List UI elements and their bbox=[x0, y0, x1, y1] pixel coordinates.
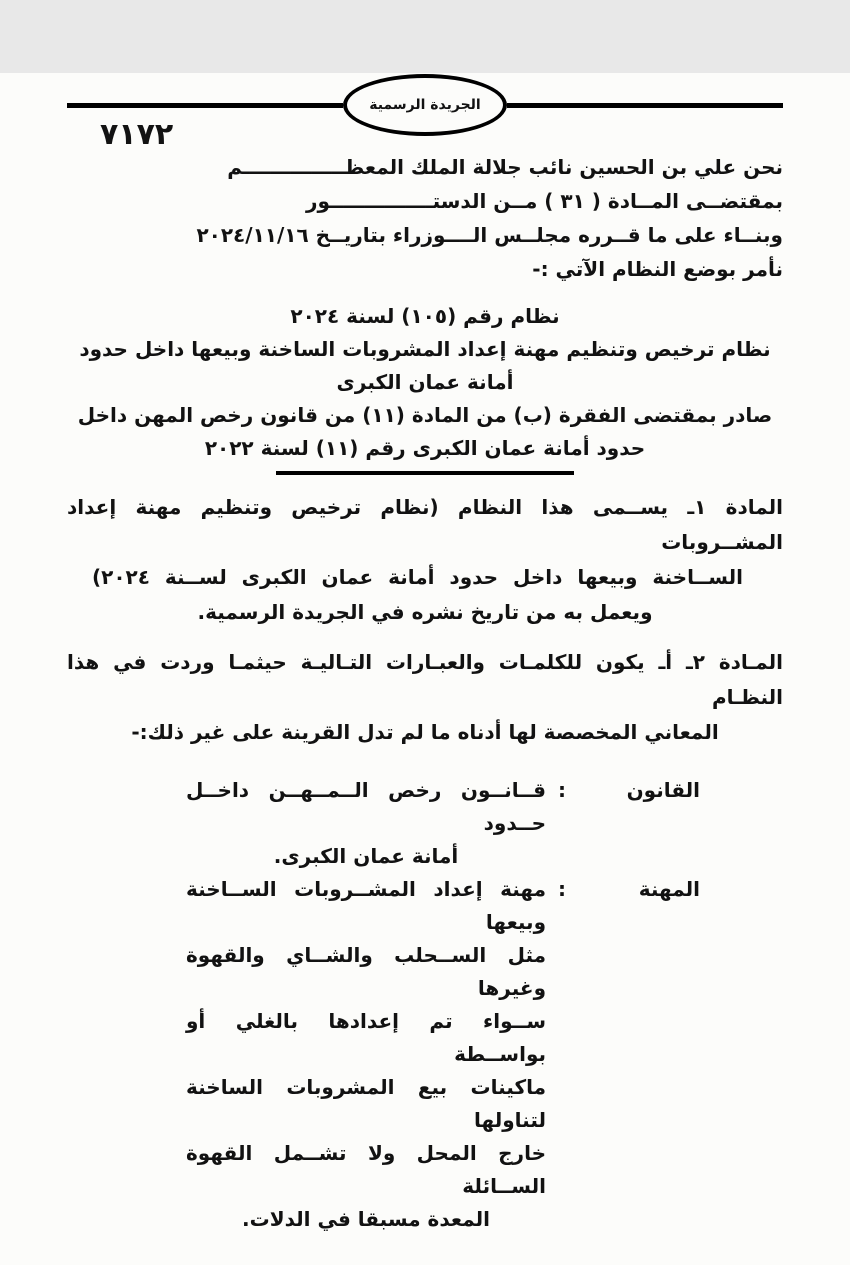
header-rule-right bbox=[507, 103, 783, 108]
regulation-title bbox=[67, 300, 783, 465]
article-1 bbox=[67, 490, 783, 630]
gazette-page bbox=[0, 73, 850, 1265]
article-1-line: المادة ١ـ يســمى هذا النظام (نظام ترخيص وتنظيم مهنة إعداد المشــروبات bbox=[67, 495, 783, 554]
title-line: نظام ترخيص وتنظيم مهنة إعداد المشروبات الساخنة وبيعها داخل حدود bbox=[79, 337, 771, 361]
preamble-line: بمقتضــى المــادة ( ٣١ ) مــن الدستـــــــــــــــور bbox=[305, 189, 783, 213]
definition-colon: : bbox=[558, 778, 566, 802]
article-1-line: ويعمل به من تاريخ نشره في الجريدة الرسمية. bbox=[197, 600, 653, 624]
definition-value-line: ماكينات بيع المشروبات الساخنة لتناولها bbox=[186, 1075, 546, 1132]
title-line: نظام رقم (١٠٥) لسنة ٢٠٢٤ bbox=[290, 304, 560, 328]
definition-value-line: ســواء تم إعدادها بالغلي أو بواســطة bbox=[186, 1009, 546, 1066]
header-rule-left bbox=[67, 103, 343, 108]
definition-value-line: خارج المحل ولا تشــمل القهوة الســائلة bbox=[186, 1141, 546, 1198]
definition-value-line: قــانــون رخص الــمــهــن داخــل حــدود bbox=[186, 778, 546, 835]
definitions-list bbox=[67, 774, 783, 1236]
definition-term: المهنة bbox=[638, 877, 700, 901]
definition-term: القانون bbox=[626, 778, 700, 802]
article-1-line: الســاخنة وبيعها داخل حدود أمانة عمان الكبرى لســنة ٢٠٢٤) bbox=[92, 565, 743, 589]
definition-value-line: مهنة إعداد المشــروبات الســاخنة وبيعها bbox=[186, 877, 546, 934]
definition-value bbox=[186, 774, 546, 873]
definition-row-profession bbox=[67, 873, 783, 1236]
gazette-title: الجريدة الرسمية bbox=[369, 97, 481, 113]
title-divider bbox=[276, 471, 574, 475]
definition-value-line: أمانة عمان الكبرى. bbox=[273, 844, 459, 868]
title-line: أمانة عمان الكبرى bbox=[336, 370, 514, 394]
definition-value-line: المعدة مسبقا في الدلات. bbox=[242, 1207, 490, 1231]
title-line: حدود أمانة عمان الكبرى رقم (١١) لسنة ٢٠٢٢ bbox=[204, 436, 646, 460]
article-2 bbox=[67, 645, 783, 750]
preamble-line: وبنــاء على ما قــرره مجلــس الــــوزراء بتاريــخ ٢٠٢٤/١١/١٦ bbox=[196, 223, 783, 247]
definition-value-line: مثل الســحلب والشــاي والقهوة وغيرها bbox=[186, 943, 546, 1000]
gazette-seal-ellipse bbox=[343, 74, 507, 136]
preamble-line: نأمر بوضع النظام الآتي :- bbox=[532, 257, 783, 281]
definition-value bbox=[186, 873, 546, 1236]
definition-row-law bbox=[67, 774, 783, 873]
header-band bbox=[67, 73, 783, 137]
definition-colon: : bbox=[558, 877, 566, 901]
article-2-line: المـادة ٢ـ أـ يكون للكلمـات والعبـارات التـاليـة حيثمـا وردت في هذا النظـام bbox=[67, 650, 784, 709]
royal-preamble bbox=[67, 150, 783, 286]
preamble-line: نحن علي بن الحسين نائب جلالة الملك المعظـــــــــــــــم bbox=[227, 155, 783, 179]
article-2-line: المعاني المخصصة لها أدناه ما لم تدل القرينة على غير ذلك:- bbox=[131, 720, 719, 744]
title-line: صادر بمقتضى الفقرة (ب) من المادة (١١) من قانون رخص المهن داخل bbox=[77, 403, 773, 427]
page-number: ٧١٧٢ bbox=[100, 117, 174, 152]
